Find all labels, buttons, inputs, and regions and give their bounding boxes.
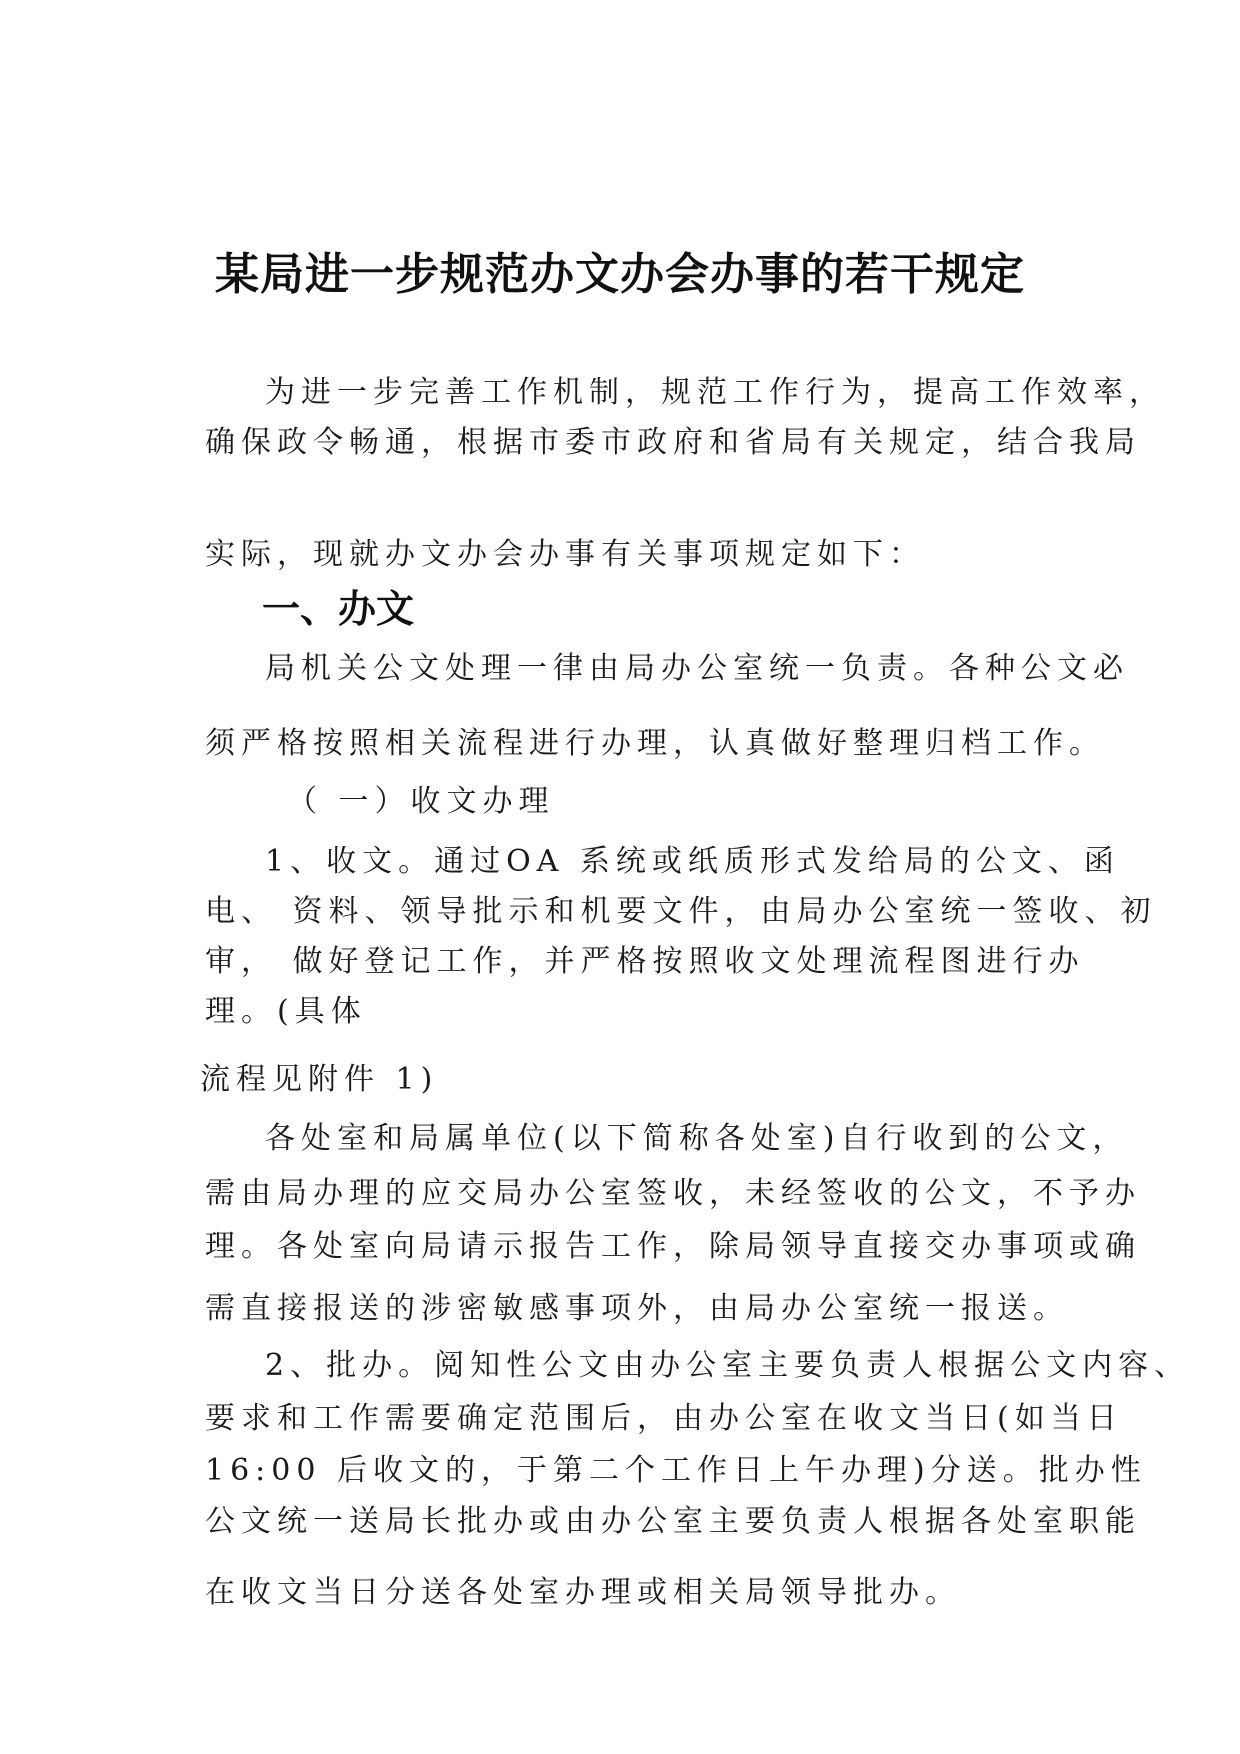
- body-line: 理。各处室向局请示报告工作，除局领导直接交办事项或确: [205, 1229, 1141, 1264]
- body-line: 电、 资料、领导批示和机要文件，由局办公室统一签收、初: [205, 894, 1157, 929]
- body-line: 1、收文。通过OA 系统或纸质形式发给局的公文、函: [265, 844, 1120, 879]
- body-line: 流程见附件 1): [200, 1062, 439, 1097]
- body-line: 需直接报送的涉密敏感事项外，由局办公室统一报送。: [205, 1291, 1069, 1326]
- intro-line: 为进一步完善工作机制，规范工作行为，提高工作效率，: [265, 375, 1165, 410]
- body-line: 须严格按照相关流程进行办理，认真做好整理归档工作。: [205, 726, 1105, 761]
- body-line: 局机关公文处理一律由局办公室统一负责。各种公文必: [265, 651, 1129, 686]
- body-line: 公文统一送局长批办或由办公室主要负责人根据各处室职能: [205, 1504, 1141, 1539]
- body-line: 需由局办理的应交局办公室签收，未经签收的公文，不予办: [205, 1176, 1141, 1211]
- document-title: 某局进一步规范办文办会办事的若干规定: [215, 249, 1025, 300]
- body-line: 审， 做好登记工作，并严格按照收文处理流程图进行办: [205, 944, 1085, 979]
- body-line: 要求和工作需要确定范围后，由办公室在收文当日(如当日: [205, 1401, 1123, 1436]
- intro-line: 确保政令畅通，根据市委市政府和省局有关规定，结合我局: [205, 425, 1141, 460]
- section-heading: 一、办文: [262, 587, 415, 631]
- body-line: 2、批办。阅知性公文由办公室主要负责人根据公文内容、: [265, 1348, 1191, 1383]
- body-line: 在收文当日分送各处室办理或相关局领导批办。: [205, 1575, 961, 1610]
- body-line: 16:00 后收文的，于第二个工作日上午办理)分送。批办性: [205, 1453, 1147, 1488]
- subsection-heading: （ 一）收文办理: [287, 784, 555, 819]
- body-line: 各处室和局属单位(以下简称各处室)自行收到的公文，: [265, 1121, 1129, 1156]
- intro-line: 实际，现就办文办会办事有关事项规定如下：: [205, 537, 925, 572]
- body-line: 理。(具体: [205, 994, 367, 1029]
